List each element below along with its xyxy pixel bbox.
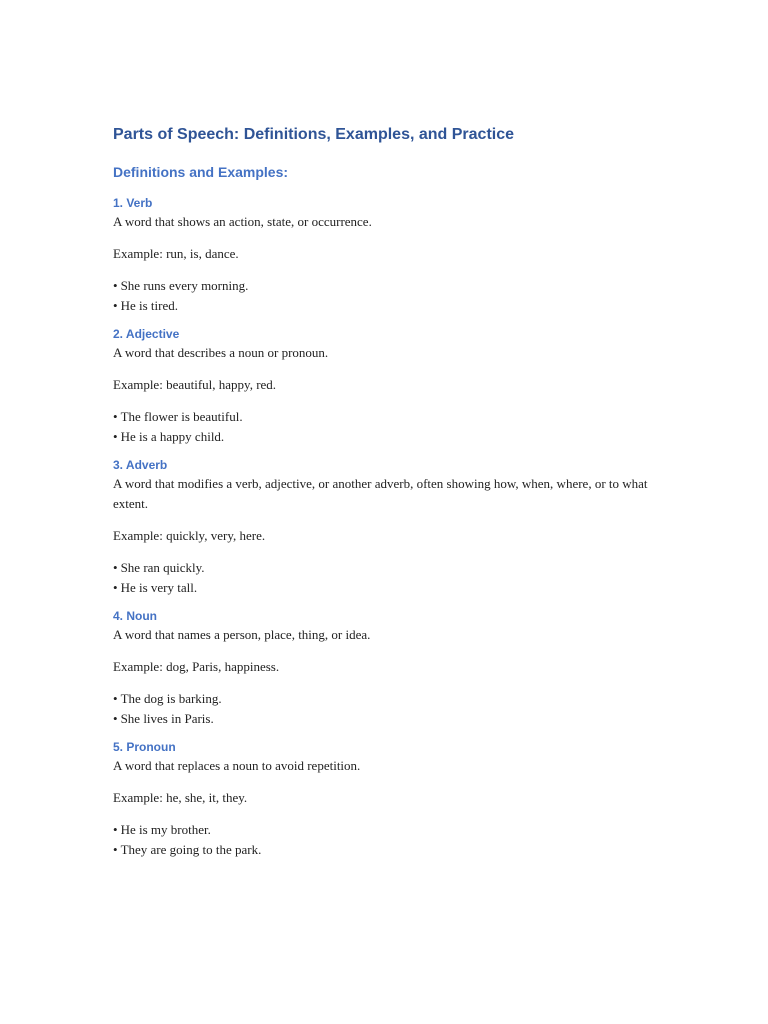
part-heading: 4. Noun xyxy=(113,609,157,623)
bullet-icon: • xyxy=(113,822,118,837)
bullet-icon: • xyxy=(113,409,118,424)
example-sentence xyxy=(113,276,673,296)
example-sentence-text: He is very tall. xyxy=(120,580,198,595)
part-of-speech-block xyxy=(113,325,673,447)
example-sentence-list xyxy=(113,820,673,860)
bullet-icon: • xyxy=(113,298,118,313)
example-sentence-list xyxy=(113,407,673,447)
example-sentence-text: He is my brother. xyxy=(120,822,211,837)
part-definition: A word that replaces a noun to avoid repetition. xyxy=(113,758,361,773)
part-example: Example: beautiful, happy, red. xyxy=(113,377,277,392)
part-heading: 3. Adverb xyxy=(113,458,168,472)
example-sentence-text: They are going to the park. xyxy=(120,842,262,857)
example-sentence xyxy=(113,427,673,447)
example-sentence-list xyxy=(113,558,673,598)
bullet-icon: • xyxy=(113,429,118,444)
example-sentence-text: He is tired. xyxy=(120,298,178,313)
example-sentence xyxy=(113,689,673,709)
parts-list xyxy=(113,194,673,860)
part-example: Example: dog, Paris, happiness. xyxy=(113,659,280,674)
example-sentence-list xyxy=(113,276,673,316)
bullet-icon: • xyxy=(113,278,118,293)
section-heading: Definitions and Examples: xyxy=(113,164,289,180)
part-of-speech-block xyxy=(113,194,673,316)
example-sentence xyxy=(113,407,673,427)
part-of-speech-block xyxy=(113,607,673,729)
example-sentence xyxy=(113,578,673,598)
bullet-icon: • xyxy=(113,711,118,726)
document-page xyxy=(113,124,673,860)
example-sentence-text: The dog is barking. xyxy=(120,691,222,706)
example-sentence xyxy=(113,820,673,840)
example-sentence-text: She lives in Paris. xyxy=(120,711,214,726)
example-sentence-list xyxy=(113,689,673,729)
part-definition: A word that names a person, place, thing, or idea. xyxy=(113,627,371,642)
example-sentence-text: She runs every morning. xyxy=(120,278,249,293)
example-sentence-text: She ran quickly. xyxy=(120,560,205,575)
bullet-icon: • xyxy=(113,560,118,575)
example-sentence xyxy=(113,709,673,729)
part-of-speech-block xyxy=(113,738,673,860)
part-definition: A word that describes a noun or pronoun. xyxy=(113,345,329,360)
bullet-icon: • xyxy=(113,842,118,857)
part-heading: 2. Adjective xyxy=(113,327,180,341)
example-sentence-text: He is a happy child. xyxy=(120,429,225,444)
part-example: Example: quickly, very, here. xyxy=(113,528,266,543)
part-heading: 5. Pronoun xyxy=(113,740,176,754)
part-example: Example: he, she, it, they. xyxy=(113,790,248,805)
part-example: Example: run, is, dance. xyxy=(113,246,239,261)
example-sentence xyxy=(113,296,673,316)
part-of-speech-block xyxy=(113,456,673,598)
document-title: Parts of Speech: Definitions, Examples, and Practice xyxy=(113,126,515,143)
part-definition: A word that modifies a verb, adjective, or another adverb, often showing how, when, where, or to what extent. xyxy=(113,476,648,511)
example-sentence-text: The flower is beautiful. xyxy=(120,409,243,424)
example-sentence xyxy=(113,840,673,860)
bullet-icon: • xyxy=(113,580,118,595)
example-sentence xyxy=(113,558,673,578)
part-definition: A word that shows an action, state, or occurrence. xyxy=(113,214,372,229)
part-heading: 1. Verb xyxy=(113,196,153,210)
bullet-icon: • xyxy=(113,691,118,706)
